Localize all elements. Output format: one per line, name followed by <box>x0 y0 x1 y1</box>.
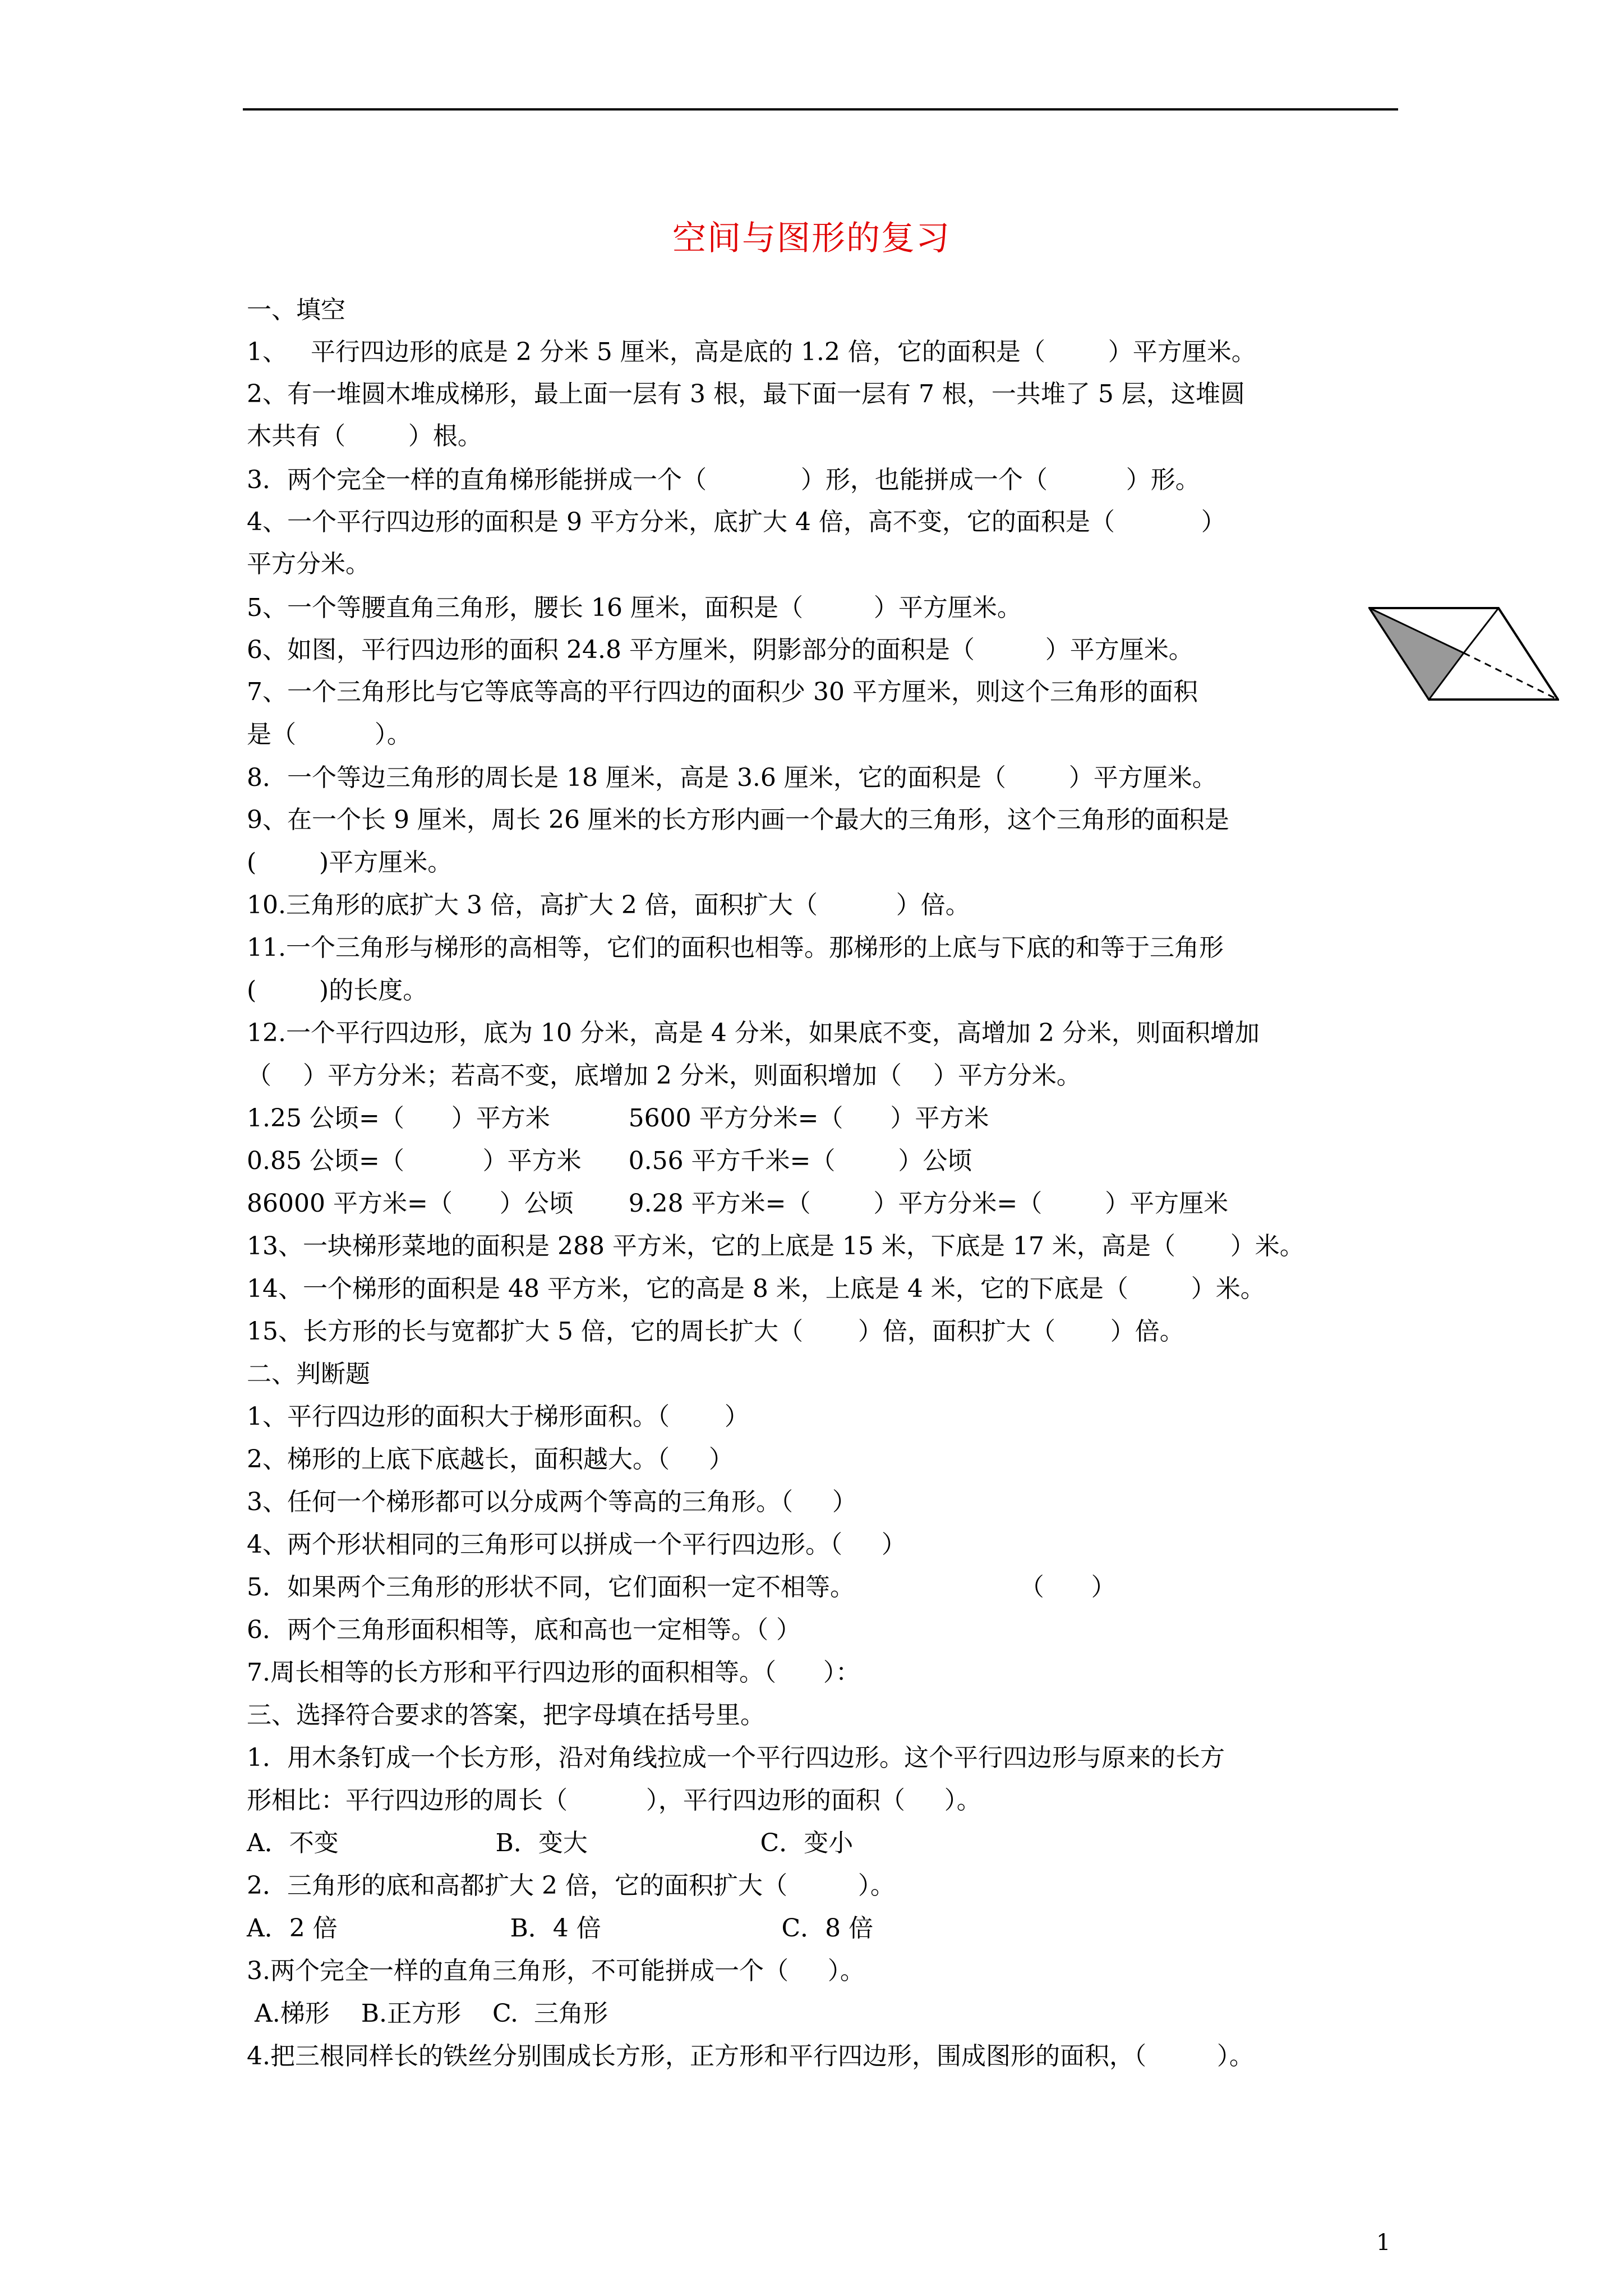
question-line: 7、一个三角形比与它等底等高的平行四边的面积少 30 平方厘米，则这个三角形的面积 <box>247 678 1198 706</box>
question-line: 平方分米。 <box>247 550 370 578</box>
question-line: 3、任何一个梯形都可以分成两个等高的三角形。（ ） <box>247 1488 857 1516</box>
question-line: （ ）平方分米；若高不变，底增加 2 分米，则面积增加（ ）平方分米。 <box>247 1061 1081 1090</box>
conversion-line: 0.85 公顷=（ ）平方米 0.56 平方千米=（ ）公顷 <box>247 1147 972 1175</box>
question-line: 2、有一堆圆木堆成梯形，最上面一层有 3 根，最下面一层有 7 根，一共堆了 5 层，这堆圆 <box>247 380 1245 408</box>
question-line: 8．一个等边三角形的周长是 18 厘米，高是 3.6 厘米，它的面积是（ ）平方厘米。 <box>247 763 1217 792</box>
question-line: 1、平行四边形的面积大于梯形面积。（ ） <box>247 1402 749 1431</box>
question-line: 4、两个形状相同的三角形可以拼成一个平行四边形。（ ） <box>247 1530 906 1559</box>
conversion-line: 86000 平方米=（ ）公顷 9.28 平方米=（ ）平方分米=（ ）平方厘米 <box>247 1189 1229 1218</box>
question-line: 3.两个完全一样的直角三角形，不可能拼成一个（ ）。 <box>247 1957 865 1985</box>
conversion-line: 1.25 公顷=（ ）平方米 5600 平方分米=（ ）平方米 <box>247 1104 989 1133</box>
parallelogram-figure <box>1368 607 1559 702</box>
page-number: 1 <box>1376 2230 1391 2256</box>
question-line: ( )平方厘米。 <box>247 848 453 877</box>
page-title: 空间与图形的复习 <box>672 219 951 258</box>
question-line: 14、一个梯形的面积是 48 平方米，它的高是 8 米，上底是 4 米，它的下底是（ ）米。 <box>247 1274 1265 1303</box>
question-line: 3．两个完全一样的直角梯形能拼成一个（ ）形，也能拼成一个（ ）形。 <box>247 466 1200 494</box>
choice-options: A.梯形 B.正方形 C. 三角形 <box>247 1999 608 2028</box>
question-line: 10.三角形的底扩大 3 倍，高扩大 2 倍，面积扩大（ ）倍。 <box>247 891 970 919</box>
question-line: 13、一块梯形菜地的面积是 288 平方米，它的上底是 15 米，下底是 17 米，高是（ ）米。 <box>247 1232 1304 1260</box>
question-line: 9、在一个长 9 厘米，周长 26 厘米的长方形内画一个最大的三角形，这个三角形的面积是 <box>247 806 1229 834</box>
question-line: 7.周长相等的长方形和平行四边形的面积相等。（ ）： <box>247 1658 860 1687</box>
question-line: 4.把三根同样长的铁丝分别围成长方形，正方形和平行四边形，围成图形的面积，（ ）。 <box>247 2042 1254 2070</box>
question-line: 形相比：平行四边形的周长（ ），平行四边形的面积（ ）。 <box>247 1786 981 1815</box>
question-line: 5、一个等腰直角三角形，腰长 16 厘米，面积是（ ）平方厘米。 <box>247 593 1022 622</box>
section-heading-fill-in: 一、填空 <box>247 296 345 324</box>
question-line: 2．三角形的底和高都扩大 2 倍，它的面积扩大（ ）。 <box>247 1871 895 1900</box>
question-line: 2、梯形的上底下底越长，面积越大。（ ） <box>247 1445 734 1474</box>
question-line: 12.一个平行四边形，底为 10 分米，高是 4 分米，如果底不变，高增加 2 分米，则面积增加 <box>247 1019 1260 1047</box>
choice-options: A．2 倍 B．4 倍 C．8 倍 <box>247 1914 874 1943</box>
header-rule <box>243 108 1398 111</box>
question-line: 4、一个平行四边形的面积是 9 平方分米，底扩大 4 倍，高不变，它的面积是（ ） <box>247 508 1226 536</box>
question-line: 木共有（ ）根。 <box>247 422 482 450</box>
question-line: 15、长方形的长与宽都扩大 5 倍，它的周长扩大（ ）倍，面积扩大（ ）倍。 <box>247 1317 1184 1346</box>
question-line: 5．如果两个三角形的形状不同，它们面积一定不相等。 （ ） <box>247 1573 1116 1602</box>
section-heading-judgment: 二、判断题 <box>247 1360 370 1388</box>
question-line: 1、 平行四边形的底是 2 分米 5 厘米，高是底的 1.2 倍，它的面积是（ ）平方厘米。 <box>247 338 1256 366</box>
choice-options: A．不变 B．变大 C．变小 <box>247 1829 854 1857</box>
question-line: 6、如图，平行四边形的面积 24.8 平方厘米，阴影部分的面积是（ ）平方厘米。 <box>247 636 1193 664</box>
question-line: 是（ ）。 <box>247 720 412 749</box>
question-line: ( )的长度。 <box>247 976 428 1005</box>
section-heading-choice: 三、选择符合要求的答案，把字母填在括号里。 <box>247 1701 765 1729</box>
question-line: 1．用木条钉成一个长方形，沿对角线拉成一个平行四边形。这个平行四边形与原来的长方 <box>247 1743 1225 1772</box>
question-line: 11.一个三角形与梯形的高相等，它们的面积也相等。那梯形的上底与下底的和等于三角形 <box>247 933 1224 962</box>
question-line: 6．两个三角形面积相等，底和高也一定相等。（ ） <box>247 1616 801 1644</box>
